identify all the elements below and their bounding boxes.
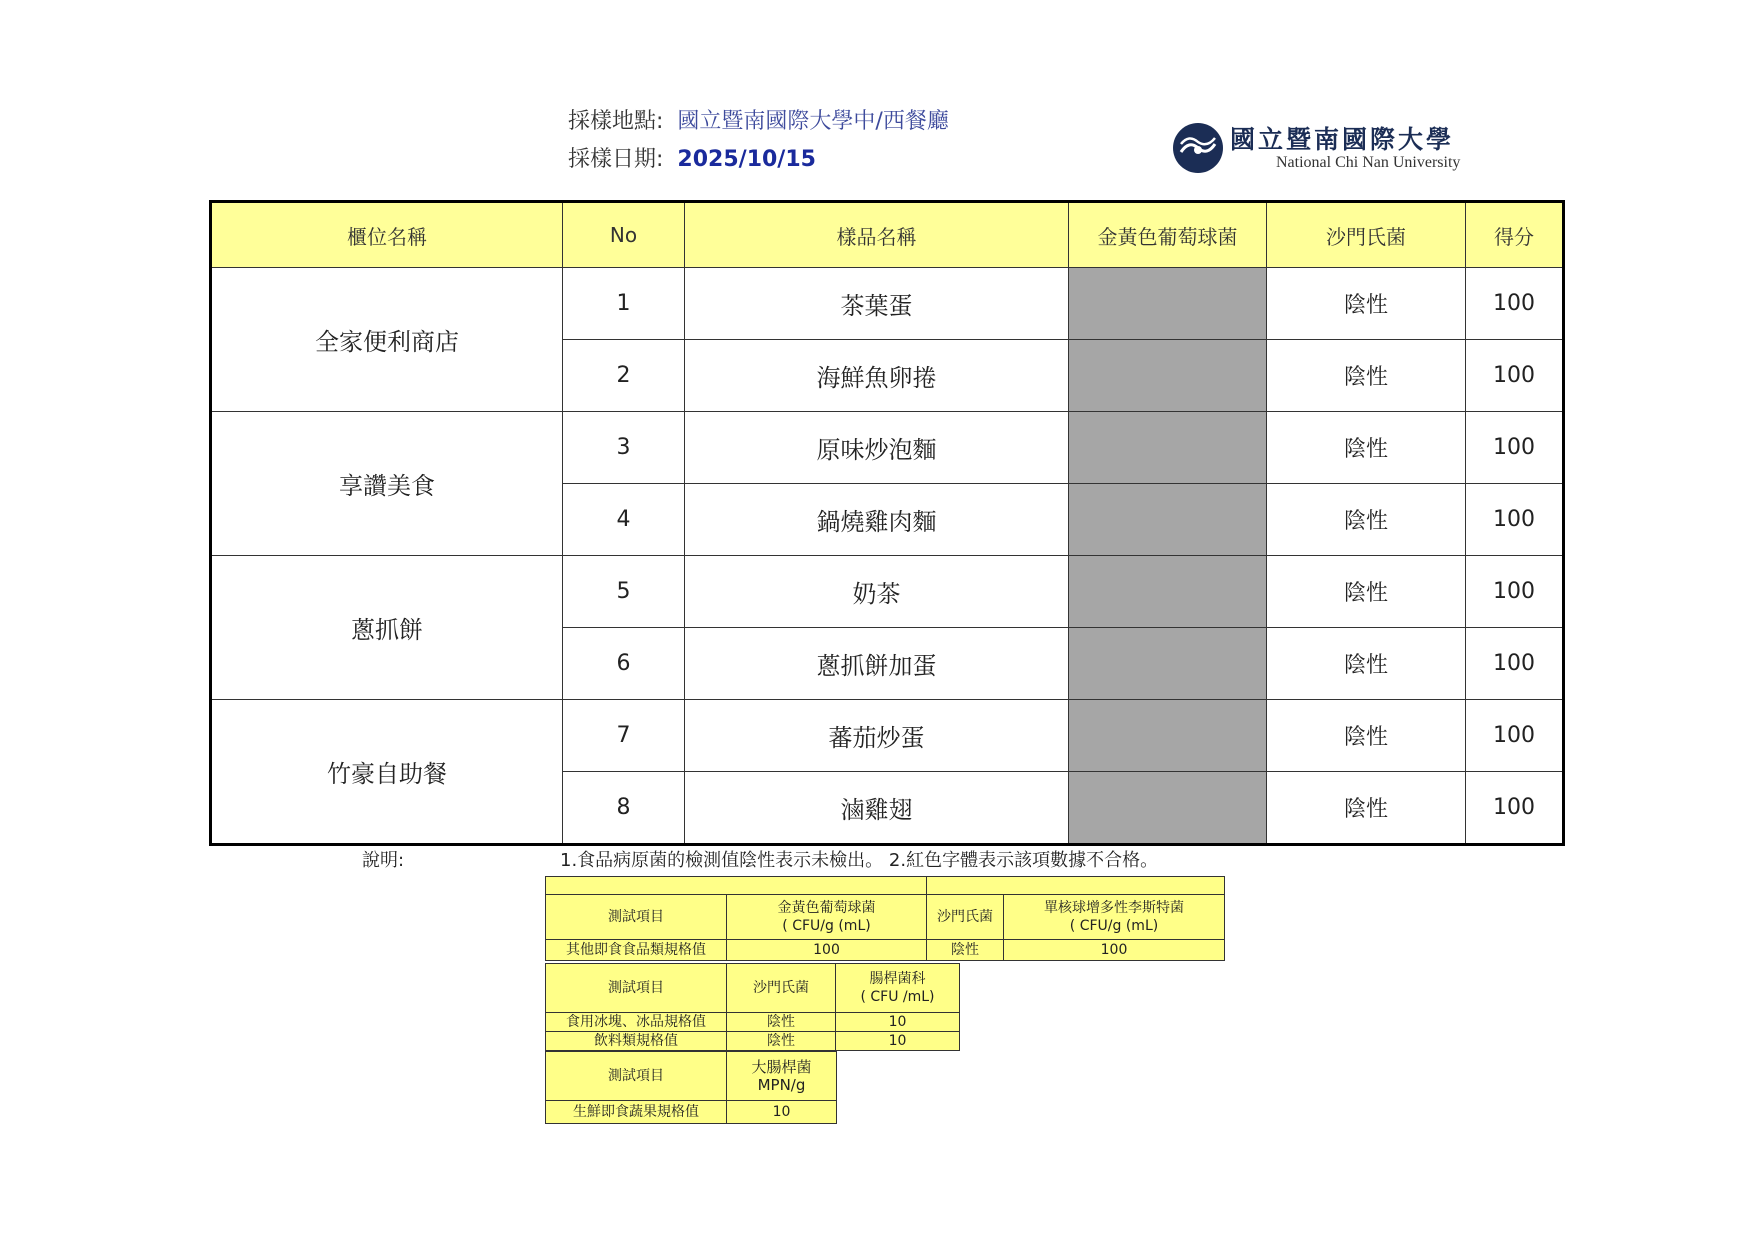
staph-cell [1069, 772, 1267, 845]
spec-value: 陰性 [727, 1032, 836, 1051]
spec-table-ready-to-eat [545, 876, 1225, 961]
university-emblem-icon [1172, 122, 1224, 174]
col-sample-name: 樣品名稱 [685, 202, 1069, 268]
spec-listeria-header: 單核球增多性李斯特菌 ( CFU/g (mL) [1004, 895, 1225, 940]
staph-cell [1069, 556, 1267, 628]
location-label: 採樣地點: [568, 109, 664, 134]
staph-cell [1069, 412, 1267, 484]
table-header-row [211, 202, 1564, 268]
date-label: 採樣日期: [568, 147, 664, 172]
salmonella-result: 陰性 [1267, 700, 1466, 772]
stall-name: 蔥抓餅 [211, 556, 563, 700]
stall-name: 全家便利商店 [211, 268, 563, 412]
score: 100 [1466, 484, 1564, 556]
spec-value: 10 [836, 1032, 960, 1051]
salmonella-result: 陰性 [1267, 412, 1466, 484]
salmonella-result: 陰性 [1267, 628, 1466, 700]
spec-item-label: 測試項目 [546, 1052, 727, 1101]
spec-value: 陰性 [927, 940, 1004, 961]
stall-name: 享讚美食 [211, 412, 563, 556]
staph-cell [1069, 484, 1267, 556]
sample-no: 7 [563, 700, 685, 772]
sample-name: 鍋燒雞肉麵 [685, 484, 1069, 556]
col-stall-name: 櫃位名稱 [211, 202, 563, 268]
stall-name: 竹豪自助餐 [211, 700, 563, 845]
location-value: 國立暨南國際大學中/西餐廳 [677, 109, 949, 134]
spec-row-label: 食用冰塊、冰品規格值 [546, 1013, 727, 1032]
spec-row-label: 其他即食食品類規格值 [546, 940, 727, 961]
sample-name: 蔥抓餅加蛋 [685, 628, 1069, 700]
table-row [211, 556, 1564, 628]
spec-staph-header: 金黃色葡萄球菌 ( CFU/g (mL) [727, 895, 927, 940]
university-logo [1172, 120, 1512, 180]
staph-cell [1069, 628, 1267, 700]
results-table [209, 200, 1565, 846]
score: 100 [1466, 340, 1564, 412]
spec-ecoli-header: 大腸桿菌 MPN/g [727, 1052, 837, 1101]
sample-name: 奶茶 [685, 556, 1069, 628]
score: 100 [1466, 772, 1564, 845]
date-value: 2025/10/15 [677, 147, 816, 172]
sample-no: 6 [563, 628, 685, 700]
logo-chinese-name: 國立暨南國際大學 [1230, 125, 1455, 154]
staph-cell [1069, 700, 1267, 772]
salmonella-result: 陰性 [1267, 484, 1466, 556]
spec-value: 100 [1004, 940, 1225, 961]
spec-table-fresh-produce [545, 1051, 837, 1124]
sample-name: 海鮮魚卵捲 [685, 340, 1069, 412]
salmonella-result: 陰性 [1267, 556, 1466, 628]
note-text: 1.食品病原菌的檢測值陰性表示未檢出。 2.紅色字體表示該項數據不合格。 [560, 850, 1159, 871]
sample-name: 滷雞翅 [685, 772, 1069, 845]
sampling-location [568, 104, 949, 135]
col-staph-aureus: 金黃色葡萄球菌 [1069, 202, 1267, 268]
score: 100 [1466, 628, 1564, 700]
sample-no: 1 [563, 268, 685, 340]
table-row [211, 700, 1564, 772]
score: 100 [1466, 700, 1564, 772]
salmonella-result: 陰性 [1267, 268, 1466, 340]
sample-name: 茶葉蛋 [685, 268, 1069, 340]
sample-no: 2 [563, 340, 685, 412]
salmonella-result: 陰性 [1267, 340, 1466, 412]
score: 100 [1466, 412, 1564, 484]
note-label: 說明: [362, 850, 405, 871]
sample-no: 4 [563, 484, 685, 556]
col-salmonella: 沙門氏菌 [1267, 202, 1466, 268]
spec-value: 10 [727, 1101, 837, 1124]
sample-no: 3 [563, 412, 685, 484]
score: 100 [1466, 556, 1564, 628]
table-row [211, 412, 1564, 484]
table-row [211, 268, 1564, 340]
sample-name: 原味炒泡麵 [685, 412, 1069, 484]
sample-name: 蕃茄炒蛋 [685, 700, 1069, 772]
spec-item-label: 測試項目 [546, 964, 727, 1013]
salmonella-result: 陰性 [1267, 772, 1466, 845]
spec-table-ice-beverage [545, 963, 960, 1051]
spec-value: 陰性 [727, 1013, 836, 1032]
sample-no: 8 [563, 772, 685, 845]
sample-no: 5 [563, 556, 685, 628]
sampling-date [568, 142, 816, 173]
spec-row-label: 飲料類規格值 [546, 1032, 727, 1051]
score: 100 [1466, 268, 1564, 340]
spec-value: 100 [727, 940, 927, 961]
col-score: 得分 [1466, 202, 1564, 268]
spec-row-label: 生鮮即食蔬果規格值 [546, 1101, 727, 1124]
spec-value: 10 [836, 1013, 960, 1032]
spec-salmonella-header: 沙門氏菌 [927, 895, 1004, 940]
staph-cell [1069, 340, 1267, 412]
spec-salmonella-header: 沙門氏菌 [727, 964, 836, 1013]
spec-enterobacteriaceae-header: 腸桿菌科 ( CFU /mL) [836, 964, 960, 1013]
staph-cell [1069, 268, 1267, 340]
spec-item-label: 測試項目 [546, 895, 727, 940]
col-no: No [563, 202, 685, 268]
logo-english-name: National Chi Nan University [1276, 154, 1461, 171]
